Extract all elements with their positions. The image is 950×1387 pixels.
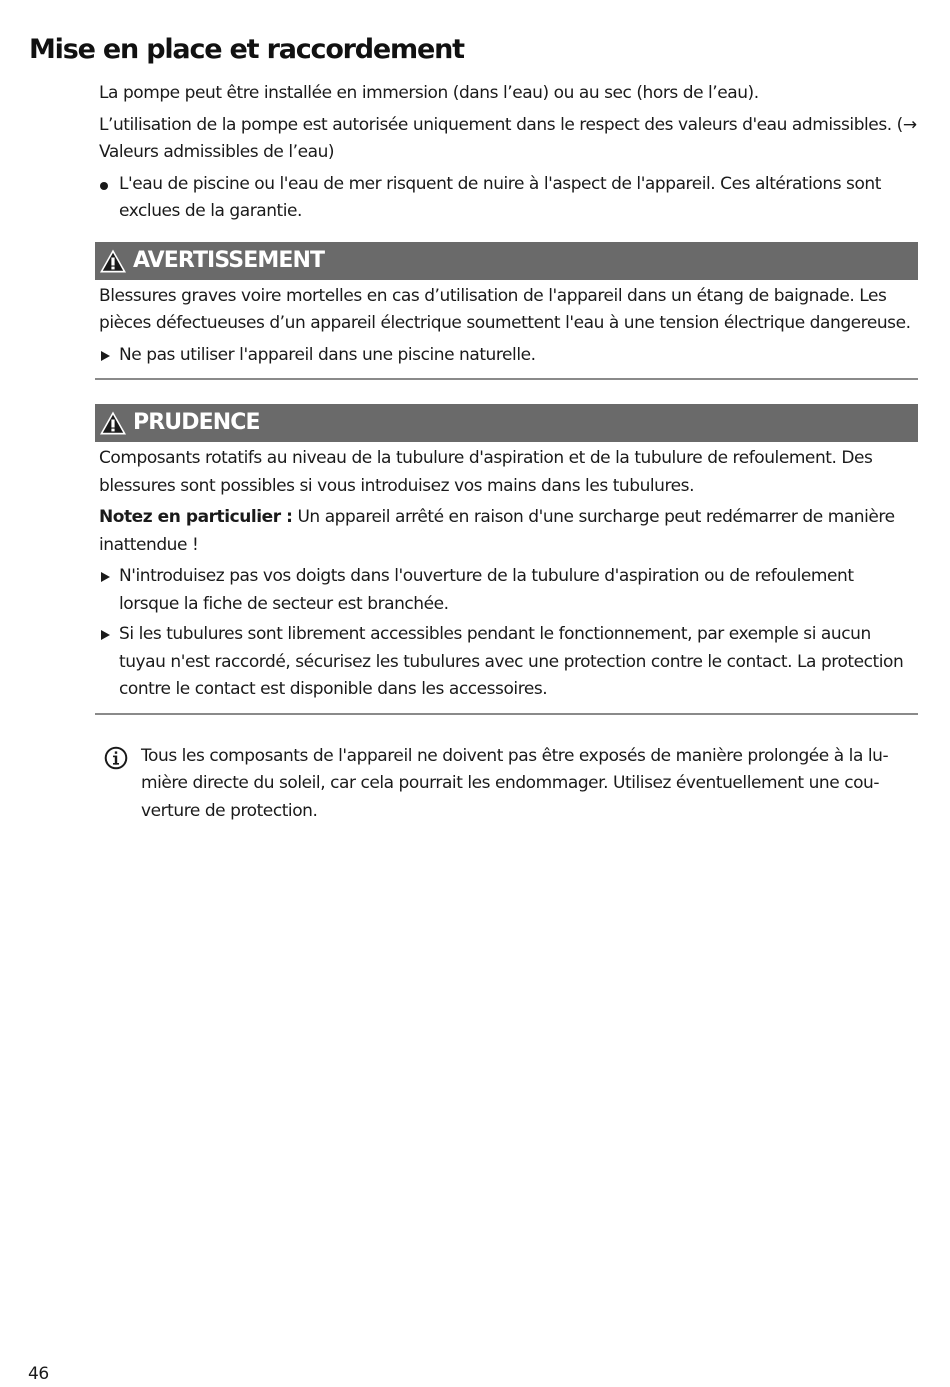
warning-triangle-icon: [99, 410, 127, 436]
caution-action-item: [95, 621, 918, 704]
bullet-text: L'eau de piscine ou l'eau de mer risquent de nuire à l'aspect de l'appareil. Ces altérations sont exclues de la garantie.: [119, 173, 881, 221]
warning-title: AVERTISSEMENT: [133, 247, 325, 273]
warning-header: [95, 242, 918, 280]
caution-action-text: N'introduisez pas vos doigts dans l'ouverture de la tubulure d'aspiration ou de refoulement lorsque la fiche de secteur est branchée.: [119, 566, 854, 614]
caution-note-text: Un appareil arrêté en raison d'une surcharge peut redémarrer de manière inattendue !: [99, 507, 895, 555]
caution-note-lead: Notez en particulier :: [99, 507, 293, 527]
info-note-text: Tous les composants de l'appareil ne doivent pas être exposés de manière prolongée à la lumière directe du soleil, car cela pourrait les endommager. Utilisez éventuellement une couverture de protection.: [141, 745, 889, 821]
caution-header: [95, 404, 918, 442]
caution-text: Composants rotatifs au niveau de la tubulure d'aspiration et de la tubulure de refoulement. Des blessures sont possibles si vous introduisez vos mains dans les tubulures.: [99, 448, 873, 496]
page-title: Mise en place et raccordement: [29, 34, 464, 65]
intro-paragraph-admissible-values: L’utilisation de la pompe est autorisée uniquement dans le respect des valeurs d'eau admissibles. (→ Valeurs admissibles de l’eau): [99, 114, 917, 162]
info-note: [95, 743, 918, 826]
caution-note: [99, 504, 918, 559]
action-arrow-icon: [101, 351, 110, 361]
warning-box: [95, 242, 918, 381]
intro-paragraph: La pompe peut être installée en immersion (dans l’eau) ou au sec (hors de l’eau).: [99, 83, 759, 103]
caution-action-item: [95, 563, 918, 618]
warning-action-item: [95, 342, 918, 370]
caution-title: PRUDENCE: [133, 410, 260, 436]
main-content: [95, 80, 918, 825]
warning-action-text: Ne pas utiliser l'appareil dans une piscine naturelle.: [119, 344, 536, 365]
action-arrow-icon: [101, 630, 110, 640]
info-circle-icon: [104, 746, 128, 770]
caution-box: [95, 404, 918, 715]
page-number: 46: [28, 1364, 49, 1384]
bullet-item: [95, 171, 918, 226]
action-arrow-icon: [101, 572, 110, 582]
warning-triangle-icon: [99, 248, 127, 274]
warning-text: Blessures graves voire mortelles en cas d’utilisation de l'appareil dans un étang de baignade. Les pièces défectueuses d’un appareil électrique soumettent l'eau à une tension électrique dangereuse.: [99, 285, 911, 333]
bullet-dot-icon: [100, 182, 108, 190]
caution-action-text: Si les tubulures sont librement accessibles pendant le fonctionnement, par exemple si aucun tuyau n'est raccordé, sécurisez les tubulures avec une protection contre le contact. La protection contre le contact est disponible dans les accessoires.: [119, 624, 904, 699]
